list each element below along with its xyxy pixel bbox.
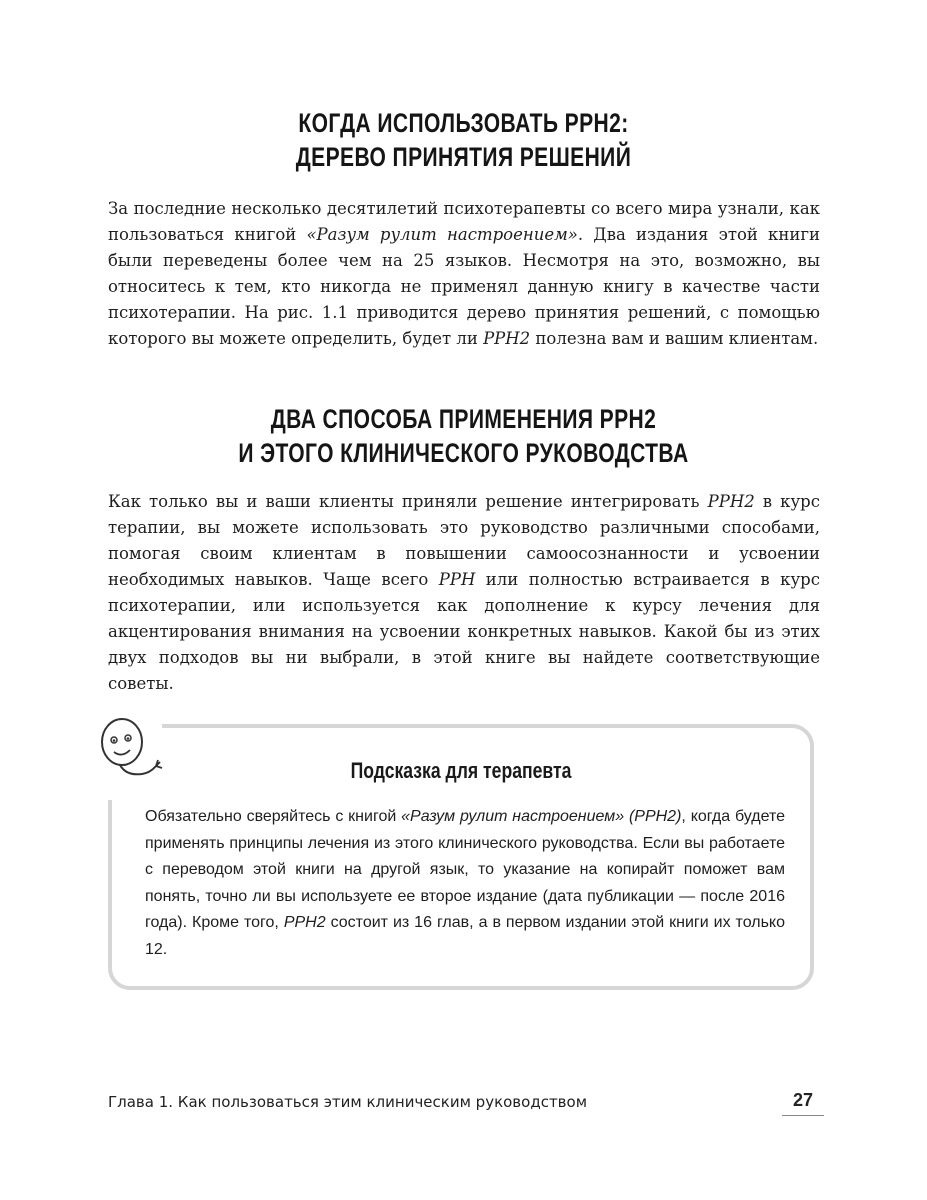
- section-heading-two-ways: ДВА СПОСОБА ПРИМЕНЕНИЯ РРН2 И ЭТОГО КЛИНИЧЕСКОГО РУКОВОДСТВА: [238, 404, 689, 468]
- section-heading-when-to-use: КОГДА ИСПОЛЬЗОВАТЬ РРН2: ДЕРЕВО ПРИНЯТИЯ РЕШЕНИЙ: [295, 108, 632, 172]
- mascot-face-icon: [96, 710, 166, 790]
- paragraph-when-to-use: За последние несколько десятилетий психотерапевты со всего мира узнали, как пользоваться книгой «Разум рулит настроением». Два издания этой книги были переведены более чем на 25 языков. Несмотря на это, возможно, вы относитесь к тем, кто никогда не применял данную книгу в качестве части психотерапии. На рис. 1.1 приводится дерево принятия решений, с помощью которого вы можете определить, будет ли РРН2 полезна вам и вашим клиентам.: [108, 199, 821, 348]
- tip-title: Подсказка для терапевта: [350, 758, 572, 783]
- page-number: 27: [792, 1090, 814, 1110]
- page-number-rule: [782, 1115, 824, 1116]
- footer-chapter-title: Глава 1. Как пользоваться этим клиническим руководством: [108, 1093, 588, 1111]
- tip-text: Обязательно сверяйтесь с книгой «Разум рулит настроением» (РРН2), когда будете применять принципы лечения из этого клинического руководства. Если вы работаете с переводом этой книги на другой язык, то указание на копирайт поможет вам понять, точно ли вы используете ее второе издание (дата публикации — после 2016 года). Кроме того, РРН2 состоит из 16 глав, а в первом издании этой книги их только 12.: [145, 808, 786, 958]
- paragraph-two-ways: Как только вы и ваши клиенты приняли решение интегрировать РРН2 в курс терапии, вы можете использовать это руководство различными способами, помогая своим клиентам в повышении самоосознанности и усвоении необходимых навыков. Чаще всего РРН или полностью встраивается в курс психотерапии, или используется как дополнение к курсу лечения для акцентирования внимания на усвоении конкретных навыков. Какой бы из этих двух подходов вы ни выбрали, в этой книге вы найдете соответствующие советы.: [108, 492, 820, 693]
